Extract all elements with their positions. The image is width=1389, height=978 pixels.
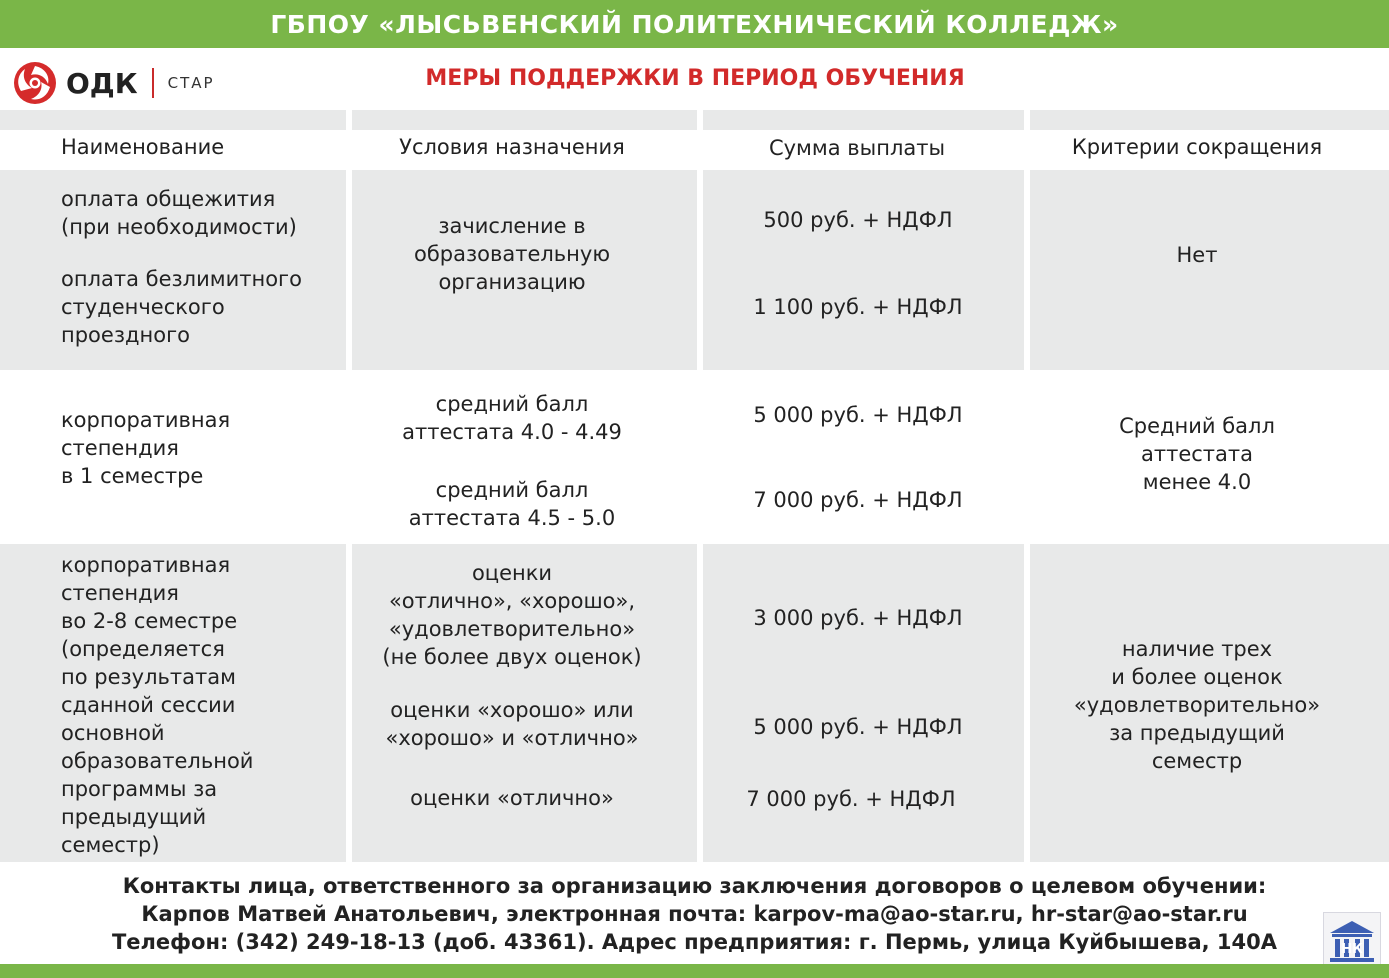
logo-divider (152, 68, 154, 98)
row3-condition-line: «отлично», «хорошо», (388, 589, 636, 613)
row1-condition-line: зачисление в (438, 214, 586, 238)
row2-condition-line: аттестата 4.5 - 5.0 (408, 506, 616, 530)
row2-amount-cell (703, 376, 1024, 538)
row3-name-line: сданной сессии (61, 693, 236, 717)
college-building-icon (1324, 913, 1380, 969)
row3-condition-line: оценки «хорошо» или (390, 698, 634, 722)
row1-condition-line: образовательную (413, 242, 611, 266)
page-title-bar (0, 0, 1389, 48)
row1-name-line: студенческого (61, 295, 225, 319)
row2-criteria-line: менее 4.0 (1142, 470, 1252, 494)
contacts-person: Карпов Матвей Анатольевич, электронная почта: karpov-ma@ao-star.ru, hr-star@ao-star.ru (141, 902, 1248, 926)
row3-name-line: по результатам (61, 665, 236, 689)
contacts-heading: Контакты лица, ответственного за организацию заключения договоров о целевом обучении: (122, 874, 1267, 898)
column-header-criteria: Критерии сокращения (1071, 135, 1323, 159)
row2-condition-line: аттестата 4.0 - 4.49 (402, 420, 622, 444)
row3-amount: 7 000 руб. + НДФЛ (746, 787, 956, 811)
college-badge (1323, 912, 1381, 970)
row3-condition-line: «хорошо» и «отлично» (385, 726, 639, 750)
column-header-name: Наименование (61, 135, 225, 159)
row1-conditions-cell (352, 170, 697, 370)
logo-sub: СТАР (167, 74, 215, 92)
row3-criteria-cell (1030, 544, 1389, 862)
column-header-conditions: Условия назначения (399, 135, 625, 159)
page-subtitle: МЕРЫ ПОДДЕРЖКИ В ПЕРИОД ОБУЧЕНИЯ (425, 66, 965, 91)
row3-name-line: корпоративная (61, 553, 231, 577)
bottom-bar (0, 964, 1389, 978)
row3-criteria-line: за предыдущий (1109, 721, 1285, 745)
row3-name-line: программы за (61, 777, 218, 801)
row2-name-line: корпоративная (61, 408, 231, 432)
row3-name-line: степендия (61, 581, 179, 605)
row3-name-line: предыдущий (61, 805, 207, 829)
row1-criteria: Нет (1176, 243, 1218, 267)
row2-criteria-line: аттестата (1140, 442, 1253, 466)
header-strip (0, 110, 346, 130)
logo-brand: ОДК (66, 66, 138, 100)
row3-criteria-line: семестр (1151, 749, 1243, 773)
row1-amount: 1 100 руб. + НДФЛ (753, 295, 963, 319)
row3-conditions-cell (352, 544, 697, 862)
row3-condition-line: оценки «отлично» (410, 786, 614, 810)
row3-criteria-line: и более оценок (1111, 665, 1283, 689)
row2-condition-line: средний балл (435, 478, 589, 502)
row2-name-cell (0, 376, 346, 538)
row2-name-line: степендия (61, 436, 179, 460)
row2-amount: 7 000 руб. + НДФЛ (753, 488, 963, 512)
contacts-footer (0, 872, 1389, 956)
header-strip (1030, 110, 1389, 130)
row1-condition-line: организацию (438, 270, 586, 294)
row1-name-line: (при необходимости) (61, 215, 297, 239)
row3-name-line: основной (61, 721, 165, 745)
row1-name-line: оплата общежития (61, 187, 276, 211)
row1-amount-cell (703, 170, 1024, 370)
row2-condition-line: средний балл (435, 392, 589, 416)
row3-amount-cell (703, 544, 1024, 862)
row2-criteria-cell (1030, 376, 1389, 538)
row3-amount: 3 000 руб. + НДФЛ (753, 606, 963, 630)
header-strip (703, 110, 1024, 130)
row3-criteria-line: наличие трех (1121, 637, 1273, 661)
odk-logo (12, 58, 215, 108)
row3-condition-line: (не более двух оценок) (382, 645, 642, 669)
row1-amount: 500 руб. + НДФЛ (763, 208, 953, 232)
row1-name-line: проездного (61, 323, 190, 347)
odk-swirl-icon (12, 60, 58, 106)
row3-name-line: семестр) (61, 833, 160, 857)
page-title: ГБПОУ «ЛЫСЬВЕНСКИЙ ПОЛИТЕХНИЧЕСКИЙ КОЛЛЕДЖ» (270, 9, 1119, 39)
row3-name-cell (0, 544, 346, 862)
row3-criteria-line: «удовлетворительно» (1073, 693, 1321, 717)
row2-criteria-line: Средний балл (1119, 414, 1275, 438)
header-strip (352, 110, 697, 130)
row3-name-line: во 2-8 семестре (61, 609, 238, 633)
row3-condition-line: «удовлетворительно» (388, 617, 636, 641)
contacts-phone-address: Телефон: (342) 249-18-13 (доб. 43361). Адрес предприятия: г. Пермь, улица Куйбышева, 140А (111, 930, 1277, 954)
badge-text: НК (1341, 942, 1363, 957)
row3-name-line: (определяется (61, 637, 225, 661)
row2-amount: 5 000 руб. + НДФЛ (753, 403, 963, 427)
row1-criteria-cell (1030, 170, 1389, 370)
row2-conditions-cell (352, 376, 697, 538)
row1-name-line: оплата безлимитного (61, 267, 302, 291)
row2-name-line: в 1 семестре (61, 464, 204, 488)
row3-name-line: образовательной (61, 749, 254, 773)
row3-condition-line: оценки (471, 561, 553, 585)
column-header-amount: Сумма выплаты (768, 136, 946, 160)
row1-name-cell (0, 170, 346, 370)
row3-amount: 5 000 руб. + НДФЛ (753, 715, 963, 739)
